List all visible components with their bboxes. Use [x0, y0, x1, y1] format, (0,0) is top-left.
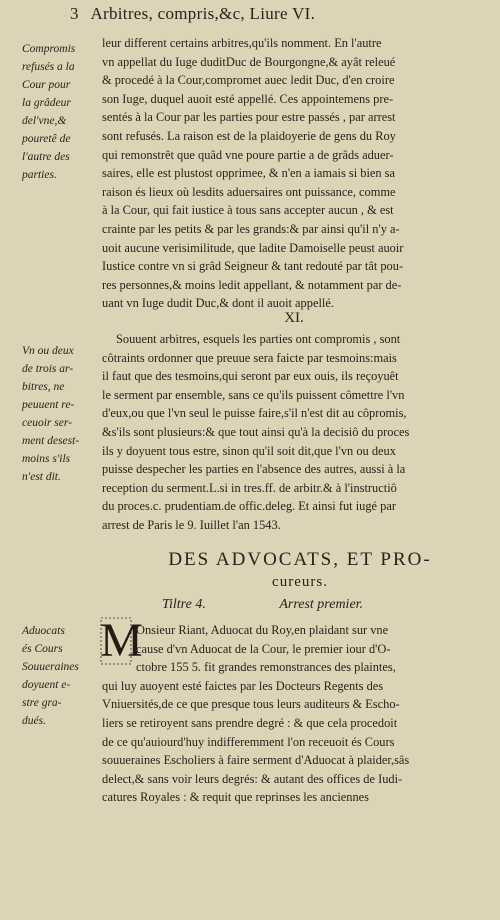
text-line: du proces.c. prudentiam.de offic.deleg. Et ainsi fut iugé par [102, 499, 396, 514]
text-line: & procedé à la Cour,compromet auec ledit Duc, d'en croire [102, 73, 395, 88]
margin-line: la grâdeur [22, 97, 71, 109]
margin-line: ceuoir ser- [22, 417, 72, 429]
margin-line: moins s'ils [22, 453, 71, 465]
text-line: delect,& sans voir leurs degrés: & autant des offices de Iudi- [102, 771, 403, 786]
tiltre-label: Tiltre 4. [162, 597, 206, 612]
text-line: puisse despecher les parties en l'absence des autres, aussi à la [102, 462, 406, 477]
arrest-label: Arrest premier. [279, 597, 364, 612]
text-line: sont refusés. La raison est de la plaidoyerie de gens du Roy [102, 128, 396, 143]
paragraph-arbitres [102, 330, 486, 535]
text-line: vn appellat du Iuge duditDuc de Bourgongne,& ayât releué [102, 54, 396, 69]
text-line: leur different certains arbitres,qu'ils nomment. En l'autre [102, 36, 382, 50]
text-line: Iustice contre vn si grâd Seigneur & tant redouté par tât pou- [102, 259, 404, 274]
text-line: uoit aucune verisimilitude, que ladite Damoiselle peust auoir [102, 240, 404, 255]
text-line: Souuent arbitres, esquels les parties ont compromis , sont [116, 332, 401, 346]
text-line: côtraints ordonner que preuue sera faicte par tesmoins:mais [102, 350, 397, 365]
margin-line: Compromis [22, 43, 76, 55]
margin-line: del'vne,& [22, 115, 67, 127]
text-line: &s'ils sont plusieurs:& que tout ainsi qu'à la decisiô du proces [102, 424, 410, 439]
margin-line: peuuent re- [22, 399, 75, 411]
margin-line: l'autre des [22, 151, 70, 163]
text-line: ils y doyuent tous estre, sinon qu'il soit dit,que l'vn ou deux [102, 443, 396, 458]
text-line: Vniuersités,de ce que presque tous leurs auditeurs & Escho- [102, 697, 400, 712]
text-line: cause d'vn Aduocat de la Cour, le premier iour d'O- [136, 641, 391, 656]
text-line: crainte par les petits & par les grands:& par ainsi qu'il n'y a- [102, 221, 400, 236]
text-line: qui remonstrêt que quâd vne poure partie a de grâds aduer- [102, 147, 394, 162]
text-line: sentés à la Cour par les parties pour estre passés , par arrest [102, 110, 396, 125]
paragraph-aduocats [102, 621, 486, 807]
section-number: XI. [284, 310, 304, 326]
text-line: reception du serment.L.si in tres.ff. de arbitr.& à l'instructiô [102, 480, 397, 495]
subheading [162, 597, 482, 613]
text-line: saires, elle est plustost opprimee, & n'en a iamais si bien sa [102, 166, 396, 181]
text-line: il faut que des tesmoins,qui seront par eux ouis, ils reçoyuêt [102, 369, 399, 384]
text-line: souueraines Escholiers à faire serment d'Aduocat à plaider,sâs [102, 753, 410, 768]
text-line: son Iuge, duquel auoit esté appellé. Ces appointemens pre- [102, 91, 394, 106]
margin-line: Aduocats [22, 625, 65, 637]
margin-note-arbitres [22, 342, 102, 486]
margin-note-compromis [22, 40, 102, 184]
text-line: liers se retiroyent sans prendre degré : & que cela procedoit [102, 715, 398, 730]
margin-line: doyuent e- [22, 679, 71, 691]
text-line: Onsieur Riant, Aduocat du Roy,en plaidant sur vne [136, 623, 389, 637]
section-title-continuation: cureurs. [272, 574, 328, 590]
text-line: ctobre 155 5. fit grandes remonstrances des plaintes, [136, 660, 396, 675]
text-line: uant vn Iuge dudit Duc,& dont il auoit appellé. [102, 296, 334, 311]
margin-line: refusés a la [22, 61, 75, 73]
margin-line: bitres, ne [22, 381, 65, 393]
running-header [70, 4, 490, 24]
text-line: raison és lieux où lesdits aduersaires ont puissance, comme [102, 184, 396, 199]
margin-line: n'est dit. [22, 471, 61, 483]
text-line: qui luy auoyent esté faictes par les Docteurs Regents des [102, 678, 384, 693]
margin-line: dués. [22, 715, 46, 727]
initial-letter: M [100, 614, 143, 667]
margin-line: Vn ou deux [22, 345, 74, 357]
margin-line: Souueraines [22, 661, 79, 673]
margin-note-aduocats [22, 622, 102, 730]
margin-line: parties. [22, 169, 57, 181]
text-line: res personnes,& moins ledit appellant, & notamment par de- [102, 277, 402, 292]
running-title: Arbitres, compris,&c, Liure VI. [90, 4, 316, 23]
margin-line: stre gra- [22, 697, 62, 709]
text-line: catures Royales : & requit que reprinses les anciennes [102, 790, 369, 805]
text-line: d'eux,ou que l'vn seul le puisse faire,s'il n'est dit au côpromis, [102, 406, 407, 421]
margin-line: és Cours [22, 643, 63, 655]
text-line: le serment par ensemble, sans ce qu'ils puissent cômettre l'vn [102, 387, 405, 402]
paragraph-compromis [102, 34, 486, 313]
folio-number: 3 [70, 4, 79, 23]
text-line: à la Cour, qui fait iustice à tous sans accepter aucun , & est [102, 203, 394, 218]
margin-line: Cour pour [22, 79, 71, 91]
text-line: arrest de Paris le 9. Iuillet l'an 1543. [102, 517, 281, 532]
margin-line: de trois ar- [22, 363, 74, 375]
margin-line: ment desest- [22, 435, 80, 447]
section-title: DES ADVOCATS, ET PRO- [168, 549, 432, 570]
text-line: de ce qu'auiourd'huy indifferemment l'on receuoit és Cours [102, 734, 395, 749]
margin-line: pouretê de [22, 133, 71, 145]
